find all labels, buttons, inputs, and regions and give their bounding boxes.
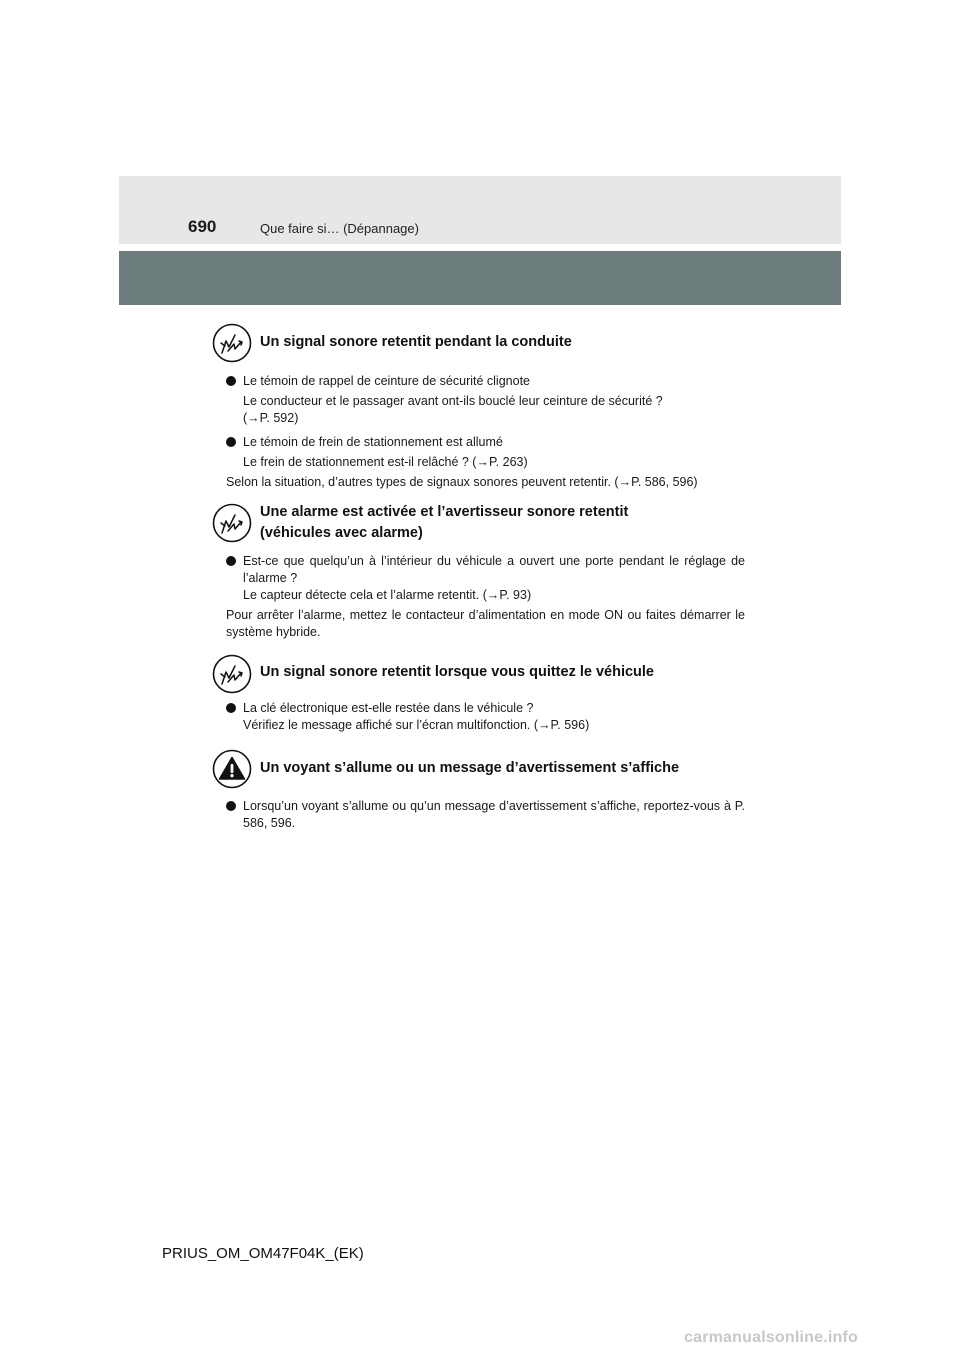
bullet-detail: Le conducteur et le passager avant ont-ils bouclé leur ceinture de sécurité ? (243, 394, 663, 408)
bullet-text: Est-ce que quelqu’un à l’intérieur du véhicule a ouvert une porte pendant le réglage de l’alarme ? (243, 554, 745, 585)
page-reference: (→P. 592) (243, 411, 299, 425)
bullet-icon (226, 556, 236, 566)
header-bar (119, 176, 841, 244)
note-text: Pour arrêter l’alarme, mettez le contacteur d’alimentation en mode ON ou faites démarrer le système hybride. (226, 608, 745, 639)
block-heading-line2: (véhicules avec alarme) (260, 525, 423, 541)
bullet-text: Lorsqu’un voyant s’allume ou qu’un message d’avertissement s’affiche, reportez-vous à P. 586, 596. (243, 799, 745, 830)
bullet-detail: Le capteur détecte cela et l’alarme retentit. (→P. 93) (243, 588, 532, 602)
bullet-detail: Le frein de stationnement est-il relâché ? (→P. 263) (243, 455, 528, 469)
bullet-icon (226, 437, 236, 447)
vibration-lightning-icon (212, 654, 252, 694)
block-heading: Une alarme est activée et l’avertisseur sonore retentit (260, 504, 629, 520)
section-title: Que faire si… (Dépannage) (260, 221, 419, 236)
bullet-text: La clé électronique est-elle restée dans le véhicule ? (243, 701, 534, 715)
block-heading: Un signal sonore retentit lorsque vous quittez le véhicule (260, 664, 654, 680)
bullet-icon (226, 801, 236, 811)
vibration-lightning-icon (212, 323, 252, 363)
bullet-detail: Vérifiez le message affiché sur l’écran multifonction. (→P. 596) (243, 718, 590, 732)
vibration-lightning-icon (212, 503, 252, 543)
bullet-icon (226, 703, 236, 713)
bullet-icon (226, 376, 236, 386)
note-text: Selon la situation, d’autres types de signaux sonores peuvent retentir. (→P. 586, 596) (226, 475, 698, 489)
header-band (119, 251, 841, 305)
page-number: 690 (188, 217, 217, 236)
bullet-text: Le témoin de rappel de ceinture de sécurité clignote (243, 374, 530, 388)
block-heading: Un voyant s’allume ou un message d’avertissement s’affiche (260, 760, 680, 776)
warning-triangle-icon (212, 749, 252, 789)
bullet-text: Le témoin de frein de stationnement est allumé (243, 435, 503, 449)
watermark: carmanualsonline.info (684, 1329, 859, 1346)
document-code: PRIUS_OM_OM47F04K_(EK) (162, 1245, 364, 1262)
block-heading: Un signal sonore retentit pendant la conduite (260, 334, 572, 350)
